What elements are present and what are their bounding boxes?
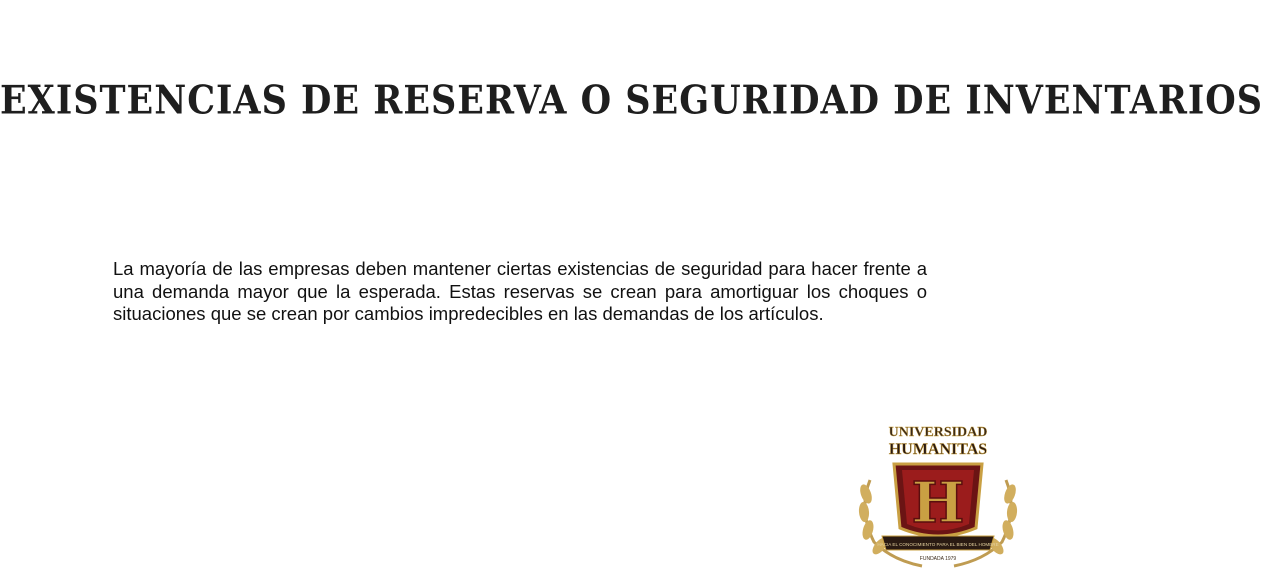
slide-title: EXISTENCIAS DE RESERVA O SEGURIDAD DE INVENTARIOS	[0, 77, 1263, 124]
logo-initial: H	[911, 470, 965, 536]
logo-line2: HUMANITAS	[888, 441, 988, 458]
logo-line1: UNIVERSIDAD	[888, 425, 988, 440]
logo-ribbon-text: HACIA EL CONOCIMIENTO PARA EL BIEN DEL HOMBRE	[877, 542, 999, 547]
slide-body-text: La mayoría de las empresas deben mantener ciertas existencias de seguridad para hacer frente a una demanda mayor que la esperada. Estas reservas se crean para amortiguar los choques o situaciones que se crean por cambios impredecibles en las demandas de los artículos.	[113, 258, 927, 324]
logo-tagline: FUNDADA 1979	[919, 556, 957, 562]
university-logo	[852, 410, 1024, 576]
